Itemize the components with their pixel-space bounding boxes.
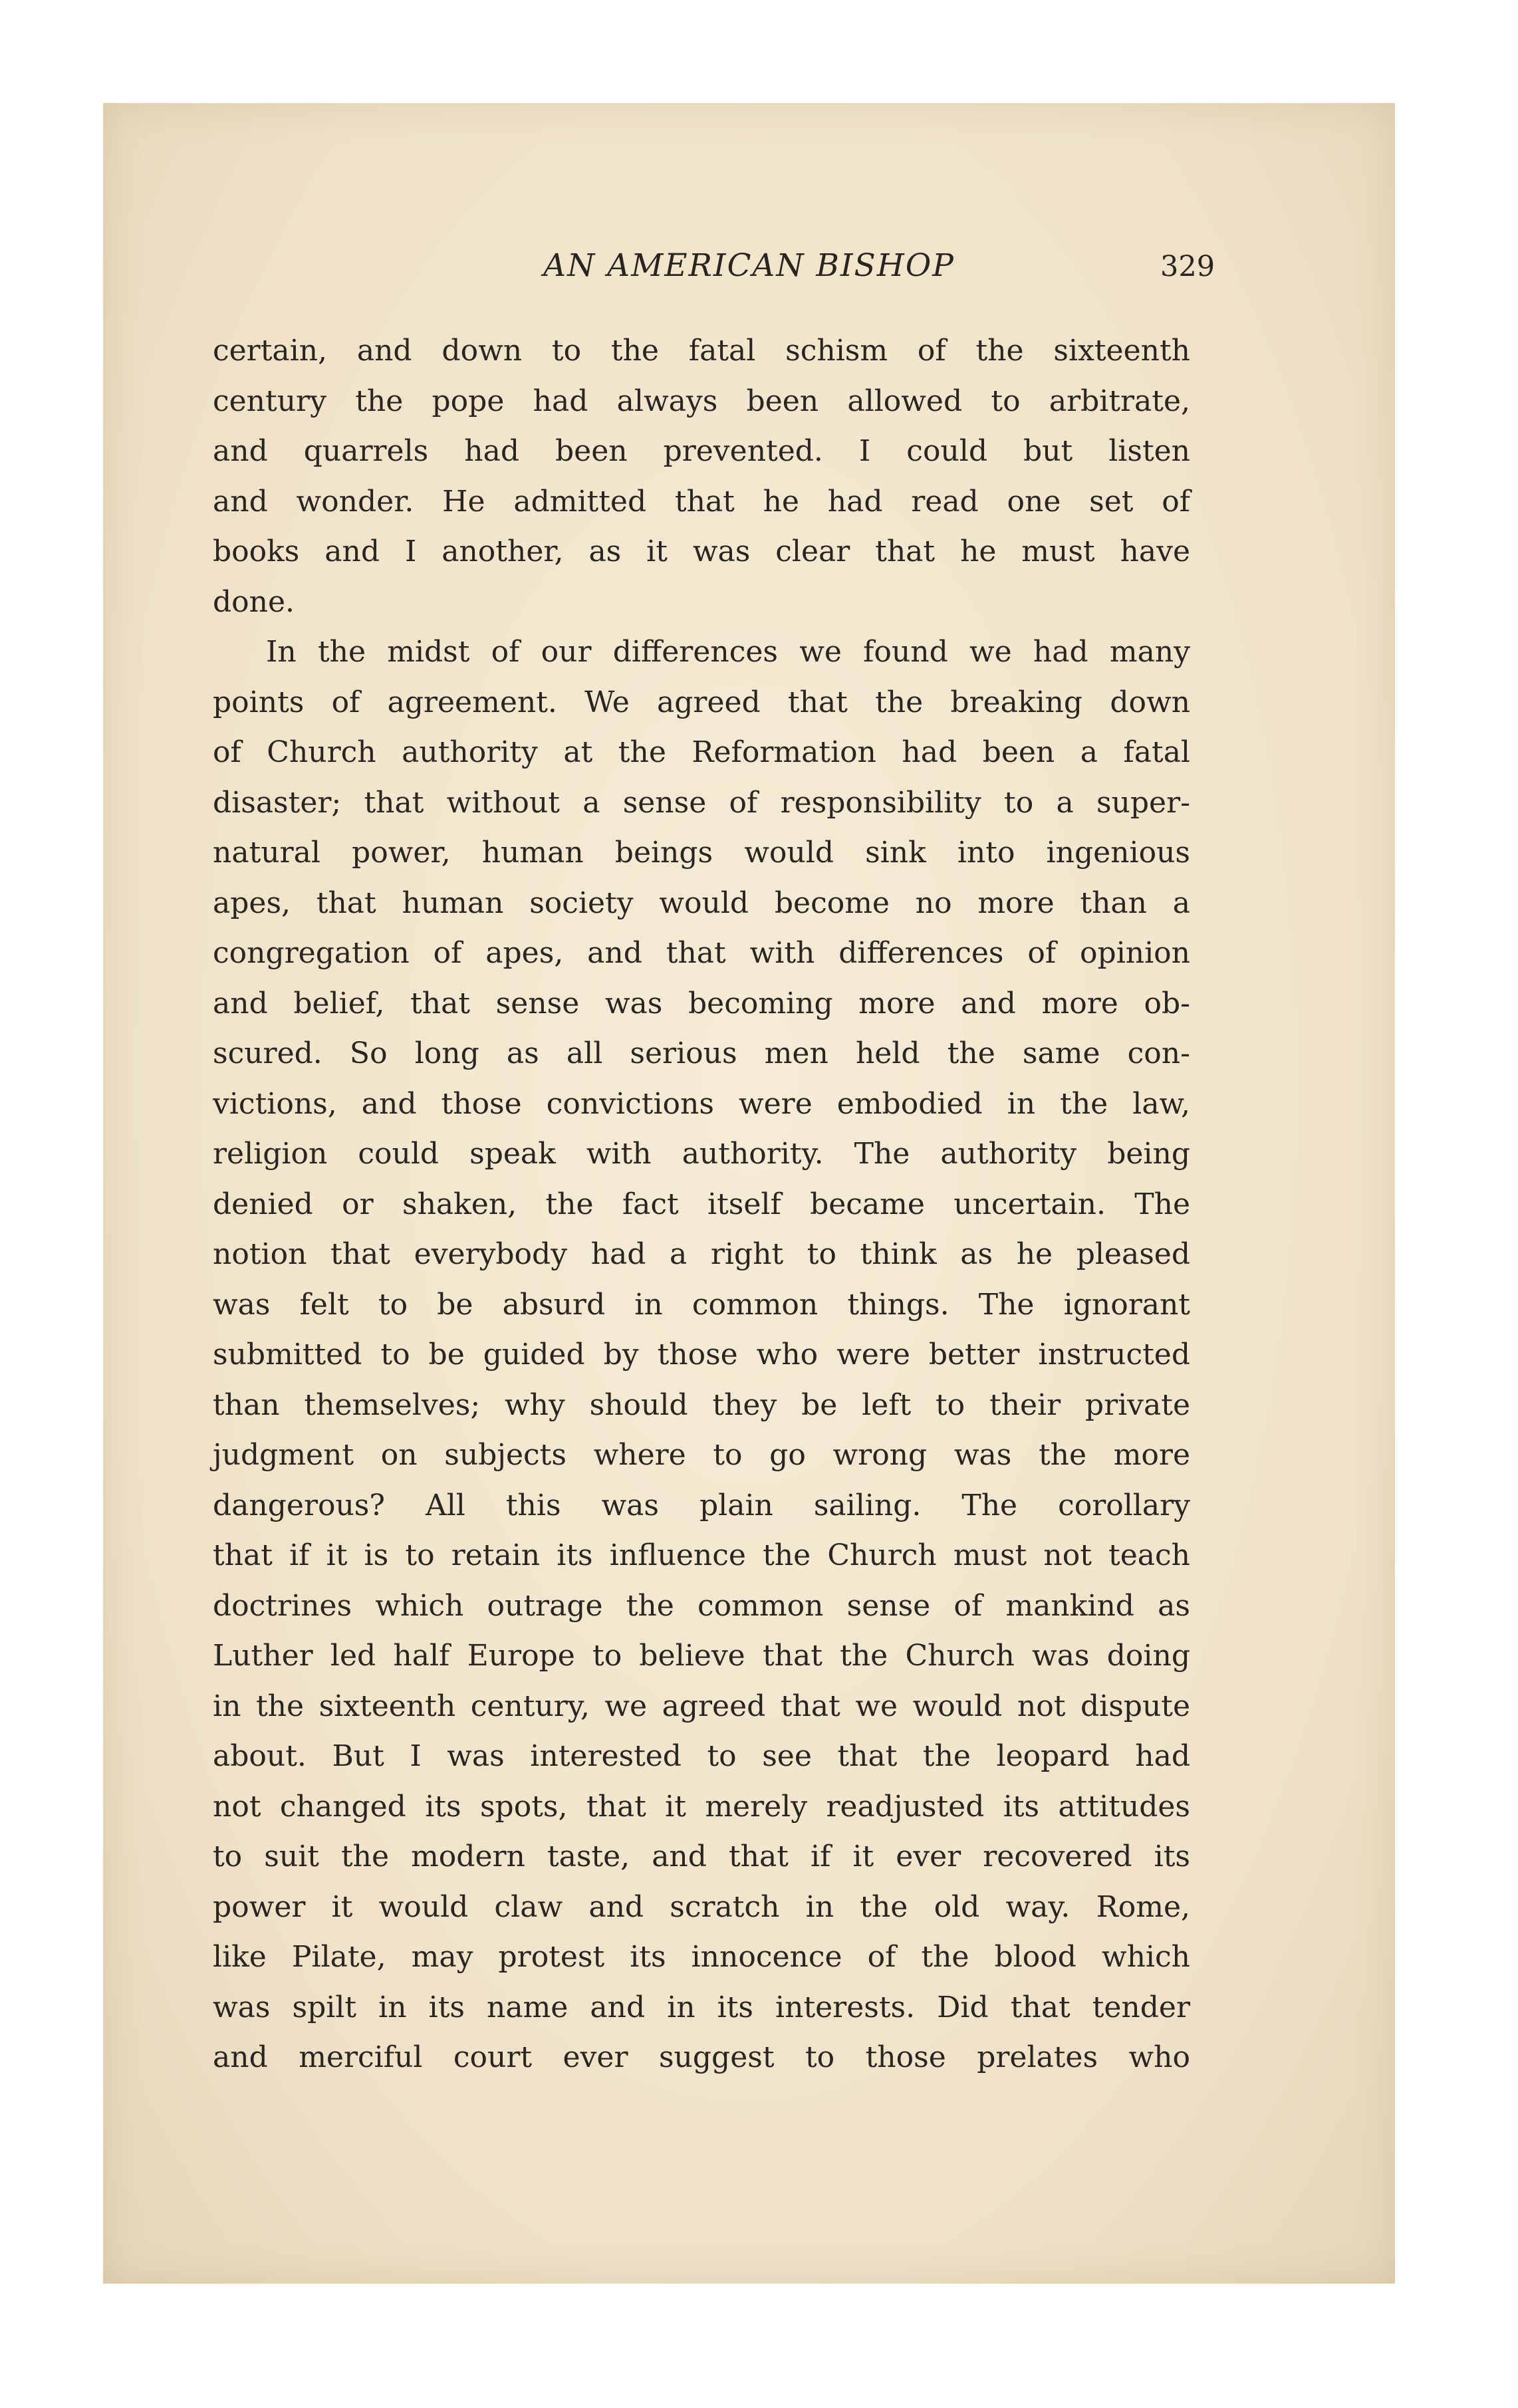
text-line: disaster; that without a sense of responsibility to a super-	[213, 785, 1190, 820]
text-line: scured. So long as all serious men held the same con-	[213, 1036, 1190, 1070]
text-line: century the pope had always been allowed to arbitrate,	[213, 384, 1190, 418]
text-line: dangerous? All this was plain sailing. The corollary	[213, 1488, 1190, 1522]
text-line: done.	[213, 584, 295, 619]
body-text	[213, 326, 1190, 2083]
text-line: that if it is to retain its influence the Church must not teach	[213, 1538, 1190, 1572]
text-line: notion that everybody had a right to think as he pleased	[213, 1237, 1190, 1271]
text-line: judgment on subjects where to go wrong was the more	[213, 1438, 1190, 1472]
text-line: denied or shaken, the fact itself became uncertain. The	[213, 1187, 1190, 1221]
text-line: apes, that human society would become no more than a	[213, 886, 1190, 920]
text-line: Luther led half Europe to believe that the Church was doing	[213, 1639, 1190, 1673]
text-line: points of agreement. We agreed that the breaking down	[213, 685, 1190, 719]
text-line: like Pilate, may protest its innocence of the blood which	[213, 1940, 1190, 1974]
text-line: was spilt in its name and in its interests. Did that tender	[213, 1990, 1190, 2024]
text-line: to suit the modern taste, and that if it ever recovered its	[213, 1840, 1190, 1873]
text-line: religion could speak with authority. The authority being	[213, 1137, 1190, 1171]
text-line: power it would claw and scratch in the old way. Rome,	[213, 1889, 1190, 1924]
text-line: in the sixteenth century, we agreed that we would not dispute	[213, 1689, 1190, 1723]
text-line: victions, and those convictions were embodied in the law,	[213, 1086, 1190, 1121]
text-line: congregation of apes, and that with differences of opinion	[213, 936, 1190, 970]
text-line: submitted to be guided by those who were better instructed	[213, 1338, 1190, 1372]
text-line: books and I another, as it was clear that he must have	[213, 535, 1190, 568]
text-line: than themselves; why should they be left to their private	[213, 1387, 1190, 1422]
text-line: and merciful court ever suggest to those prelates who	[213, 2040, 1190, 2074]
text-line: and wonder. He admitted that he had read one set of	[213, 484, 1190, 519]
page-number: 329	[1160, 250, 1215, 283]
text-line: about. But I was interested to see that the leopard had	[213, 1739, 1190, 1773]
text-line: natural power, human beings would sink into ingenious	[213, 836, 1190, 870]
page-header	[103, 247, 1395, 287]
text-line: was felt to be absurd in common things. The ignorant	[213, 1287, 1190, 1322]
text-line: not changed its spots, that it merely readjusted its attitudes	[213, 1789, 1190, 1824]
running-title: AN AMERICAN BISHOP	[543, 247, 955, 284]
paragraph-first-line: In the midst of our differences we found we had many	[266, 635, 1190, 669]
text-line: certain, and down to the fatal schism of the sixteenth	[213, 334, 1190, 368]
text-line: and quarrels had been prevented. I could but listen	[213, 434, 1190, 468]
text-line: doctrines which outrage the common sense of mankind as	[213, 1588, 1190, 1623]
text-line: of Church authority at the Reformation had been a fatal	[213, 735, 1190, 769]
text-line: and belief, that sense was becoming more and more ob-	[213, 986, 1190, 1021]
